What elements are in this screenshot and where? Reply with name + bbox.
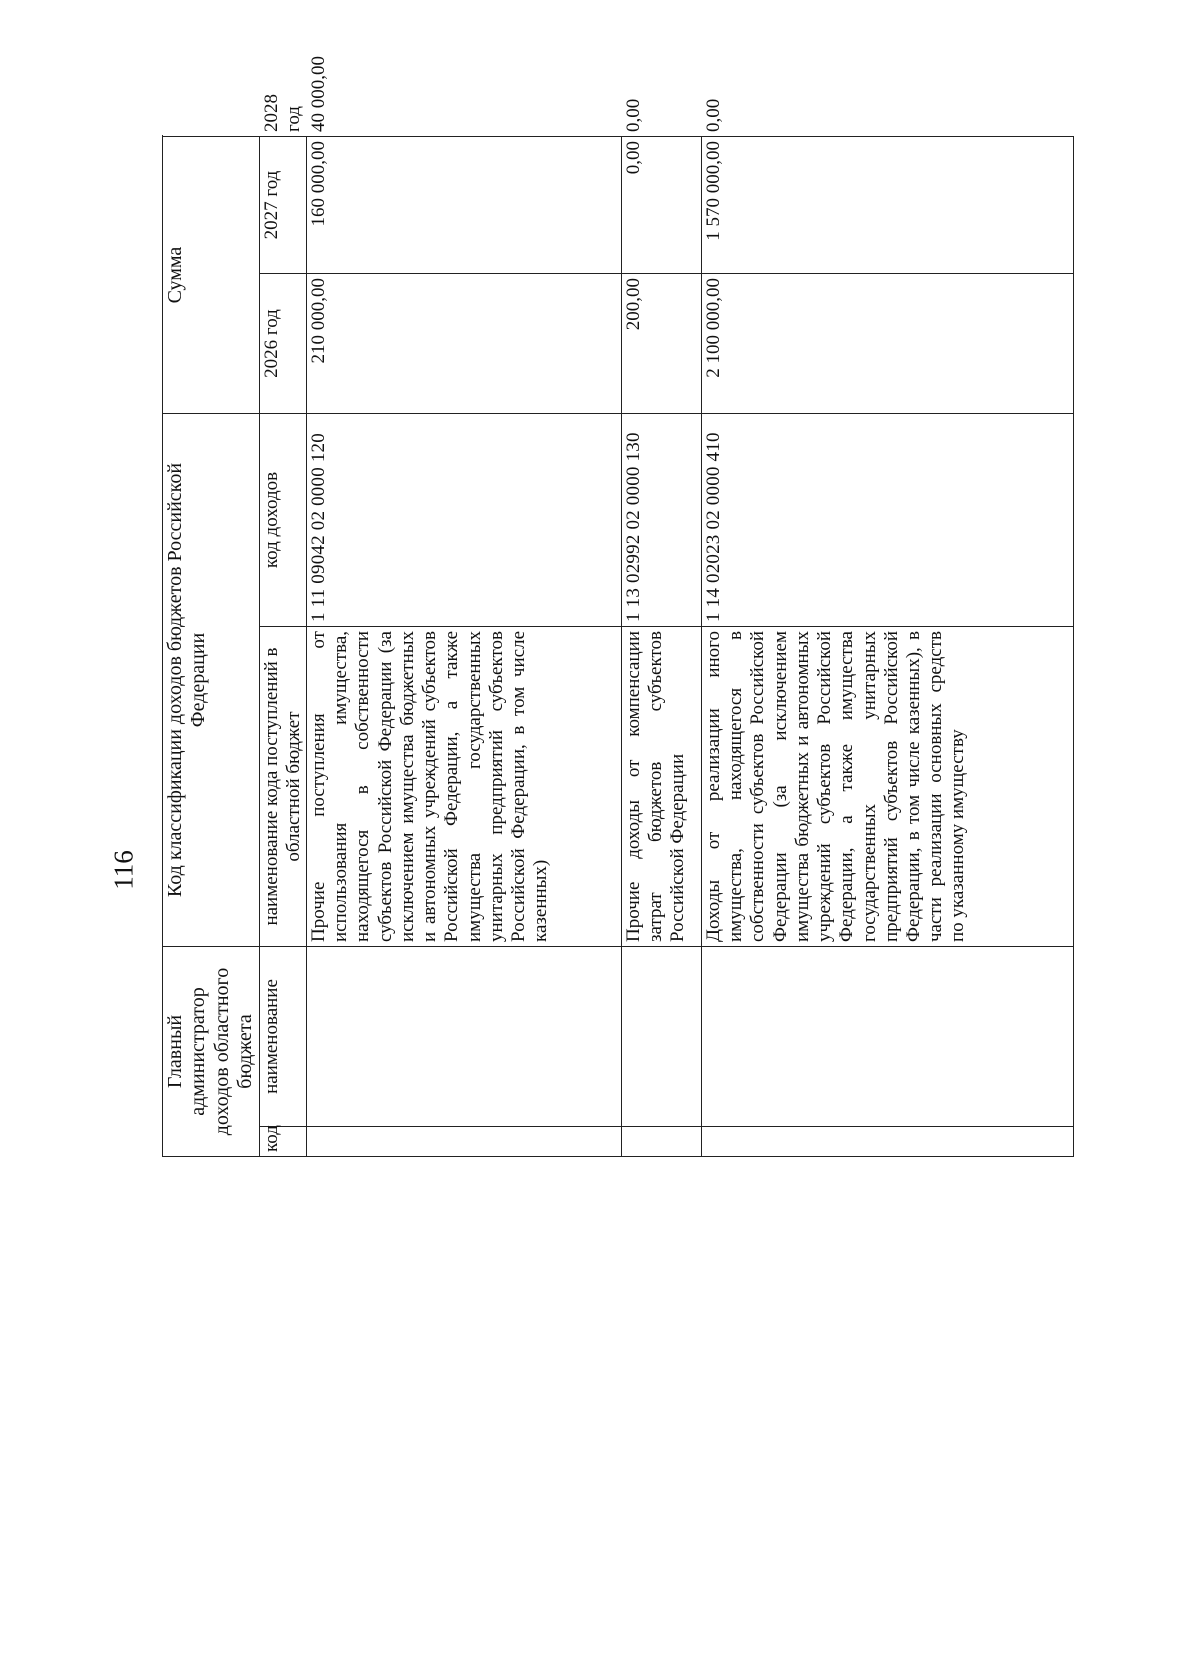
row-income-code: 1 11 09042 02 0000 120 — [307, 414, 622, 627]
row-code — [622, 1127, 702, 1157]
revenue-table — [162, 56, 1074, 1157]
row-income-code: 1 14 02023 02 0000 410 — [702, 414, 1074, 627]
row-income-name: Прочие поступления от использования имущества, находящегося в собственности субъектов Российской Федерации (за исключением имущества бюджетных и автономных учреждений субъектов Российской Федерации, а также имущества государственных унитарных предприятий субъектов Российской Федерации, в том числе казенных) — [307, 627, 622, 947]
row-income-name: Доходы от реализации иного имущества, находящегося в собственности субъектов Российской Федерации (за исключением имущества бюджетных и автономных учреждений субъектов Российской Федерации, а также имущества государственных унитарных предприятий субъектов Российской Федерации, в том числе казенных), в части реализации основных средств по указанному имуществу — [702, 627, 1074, 947]
row-value-2027: 160 000,00 — [307, 137, 622, 274]
header-row-groups — [163, 137, 260, 1157]
row-value-2026: 200,00 — [622, 274, 702, 414]
header-code: код — [259, 1127, 306, 1157]
row-value-2026: 210 000,00 — [307, 274, 622, 414]
row-income-name: Прочие доходы от компенсации затрат бюджетов субъектов Российской Федерации — [622, 627, 702, 947]
header-admin-group: Главный администратор доходов областного бюджета — [163, 947, 260, 1157]
row-admin-name — [622, 947, 702, 1127]
row-code — [702, 1127, 1074, 1157]
header-classification-group: Код классификации доходов бюджетов Российской Федерации — [163, 414, 260, 947]
row-income-code: 1 13 02992 02 0000 130 — [622, 414, 702, 627]
page-number: 116 — [108, 850, 139, 890]
table-row: Прочие доходы от компенсации затрат бюджетов субъектов Российской Федерации 1 13 02992 02 0000 130 200,00 0,00 0,00 — [622, 137, 702, 1157]
header-sum-group: Сумма — [163, 137, 260, 414]
row-admin-name — [702, 947, 1074, 1127]
table-row: Доходы от реализации иного имущества, находящегося в собственности субъектов Российской Федерации (за исключением имущества бюджетных и автономных учреждений субъектов Российской Федерации, а также имущества государственных унитарных предприятий субъектов Российской Федерации, в том числе казенных), в части реализации основных средств по указанному имуществу 1 14 02023 02 0000 410 2 100 000,00 1 570 000,00 0,00 — [702, 137, 1074, 1157]
table-row: Прочие поступления от использования имущества, находящегося в собственности субъектов Российской Федерации (за исключением имущества бюджетных и автономных учреждений субъектов Российской Федерации, а также имущества государственных унитарных предприятий субъектов Российской Федерации, в том числе казенных) 1 11 09042 02 0000 120 210 000,00 160 000,00 40 000,00 — [307, 137, 622, 1157]
table-wrapper — [162, 56, 1074, 1157]
header-income-name: наименование кода поступлений в областной бюджет — [259, 627, 306, 947]
header-2026: 2026 год — [259, 274, 306, 414]
header-income-code: код доходов — [259, 414, 306, 627]
row-admin-name — [307, 947, 622, 1127]
row-value-2027: 0,00 — [622, 137, 702, 274]
row-value-2026: 2 100 000,00 — [702, 274, 1074, 414]
row-value-2027: 1 570 000,00 — [702, 137, 1074, 274]
header-row-columns: код наименование наименование кода поступлений в областной бюджет код доходов 2026 год 2027 год 2028 год — [259, 137, 306, 1157]
header-2027: 2027 год — [259, 137, 306, 274]
row-code — [307, 1127, 622, 1157]
header-admin-name: наименование — [259, 947, 306, 1127]
